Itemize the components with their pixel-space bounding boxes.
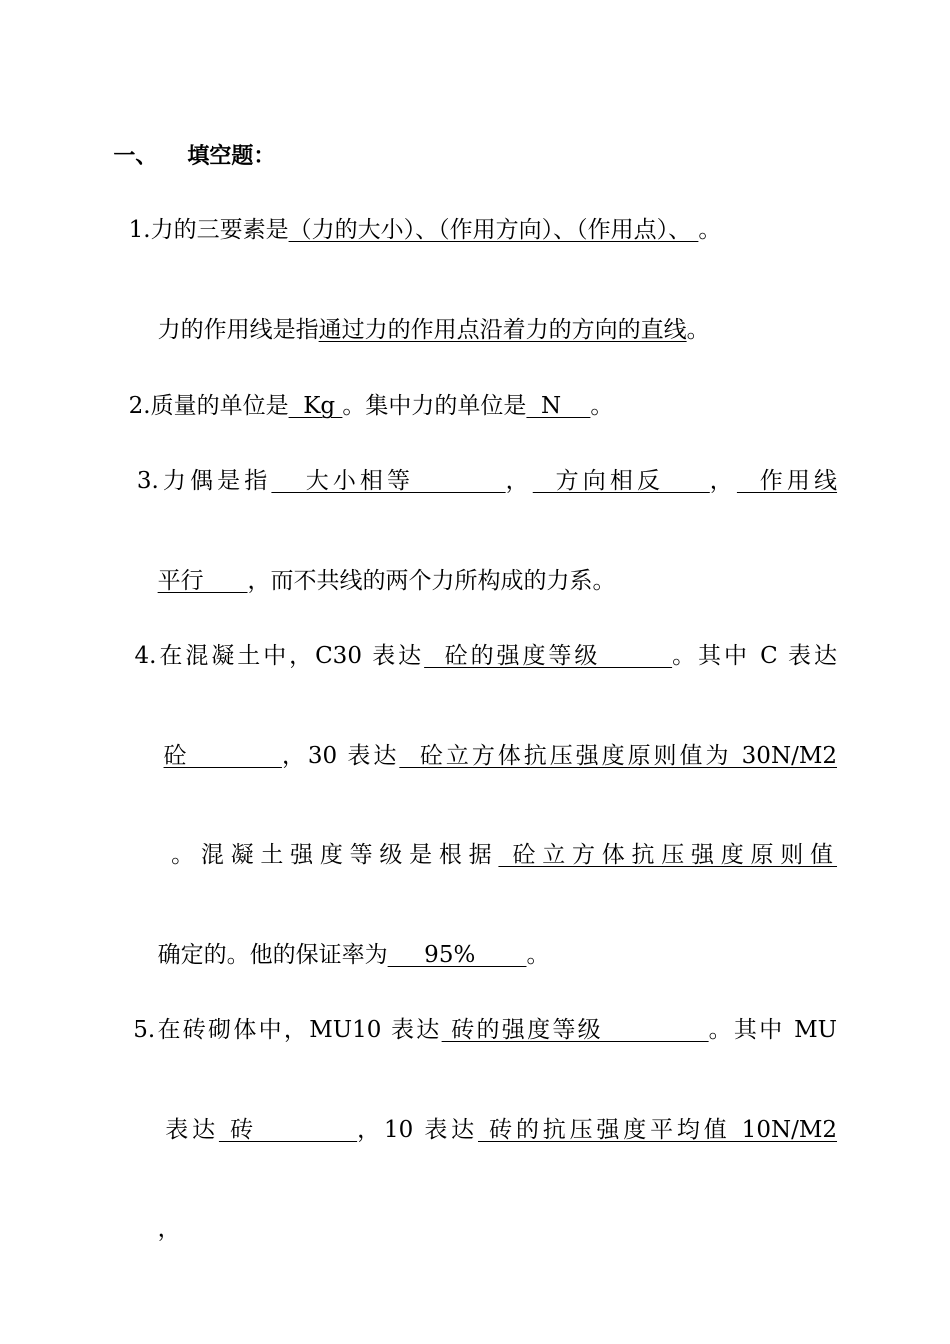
question-3-line-1	[114, 436, 838, 494]
answer-blank: N	[526, 393, 591, 419]
question-text: 。	[698, 217, 722, 243]
question-text: ，	[157, 1216, 181, 1242]
question-2-line-1	[114, 361, 614, 419]
question-text: 表达	[165, 1117, 219, 1143]
question-4-line-2	[143, 711, 837, 769]
question-text: ，	[505, 468, 533, 494]
question-text: 。集中力的单位是	[342, 393, 527, 419]
question-number: 2.	[128, 393, 151, 419]
answer-blank: 砖的抗压强度平均值 10N/M2	[478, 1117, 838, 1143]
answer-blank: 砖的强度等级	[441, 1017, 709, 1043]
question-number: 1.	[128, 217, 151, 243]
section-title: 填空题：	[187, 143, 276, 169]
answer-blank: 作用线	[736, 468, 838, 494]
answer-blank: 砼的强度等级	[424, 643, 673, 669]
answer-blank: 通过力的作用点沿着力的方向的直线	[318, 317, 687, 343]
question-number: 3.	[136, 468, 159, 494]
question-1-line-2	[143, 285, 710, 343]
section-title-wrap	[172, 111, 276, 169]
question-4-line-1	[114, 611, 837, 669]
question-text: 力偶是指	[158, 468, 272, 494]
question-text: 。	[686, 317, 710, 343]
question-5-line-2	[143, 1085, 838, 1143]
answer-blank: 平行	[157, 568, 248, 594]
question-5-line-1	[114, 985, 838, 1043]
answer-blank: 砖	[218, 1117, 358, 1143]
question-text: ，而不共线的两个力所构成的力系。	[247, 568, 616, 594]
question-number: 4.	[134, 643, 157, 669]
question-text: ，30 表达	[281, 743, 400, 769]
question-text: 质量的单位是	[150, 393, 289, 419]
question-text: ，	[709, 468, 737, 494]
question-3-line-2	[143, 536, 616, 594]
answer-blank: 砼立方体抗压强度原则值为 30N/M2	[399, 743, 837, 769]
question-text: ，10 表达	[357, 1117, 478, 1143]
answer-blank: 方向相反	[532, 468, 710, 494]
question-text: 力的作用线是指	[157, 317, 319, 343]
question-text: 。混凝土强度等级是根据	[171, 842, 499, 868]
question-text: 在混凝土中，C30 表达	[156, 643, 425, 669]
question-text: 确定的。他的保证率为	[157, 942, 388, 968]
question-5-line-3	[143, 1184, 181, 1242]
answer-blank: Kg	[288, 393, 343, 419]
question-4-line-4	[143, 910, 550, 968]
question-1-line-1	[114, 185, 722, 243]
answer-blank: 砼立方体抗压强度原则值	[498, 842, 838, 868]
section-number: 一、	[113, 143, 158, 169]
answer-blank: 砼	[163, 743, 282, 769]
question-number: 5.	[133, 1017, 156, 1043]
question-4-line-3	[143, 810, 838, 868]
answer-blank: 95%	[387, 942, 527, 968]
question-text: 。其中 C 表达	[672, 643, 837, 669]
section-heading	[98, 111, 158, 169]
question-text: 。	[526, 942, 550, 968]
question-text: 力的三要素是	[150, 217, 289, 243]
question-text: 。	[590, 393, 614, 419]
question-text: 。其中 MU	[708, 1017, 838, 1043]
answer-blank: 大小相等	[271, 468, 506, 494]
answer-blank: （力的大小）、（作用方向）、（作用点）、	[288, 217, 699, 243]
question-text: 在砖砌体中，MU10 表达	[155, 1017, 442, 1043]
